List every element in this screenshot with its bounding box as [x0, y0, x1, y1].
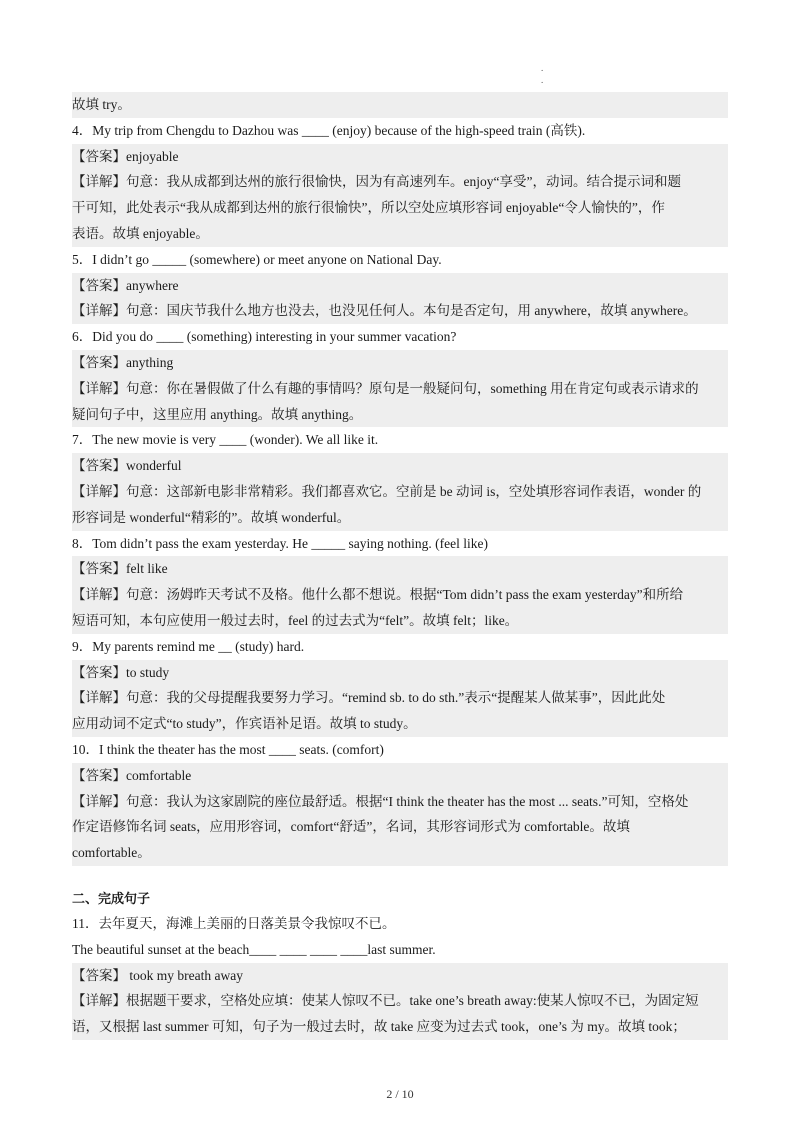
- answer-line: 【详解】句意：这部新电影非常精彩。我们都喜欢它。空前是 be 动词 is，空处填形容词作表语，wonder 的: [72, 479, 728, 505]
- answer-line: 干可知，此处表示“我从成都到达州的旅行很愉快”，所以空处应填形容词 enjoyable“令人愉快的”，作: [72, 195, 728, 221]
- header-dot: .: [541, 75, 544, 85]
- answer-line: comfortable。: [72, 840, 728, 866]
- answer-line: 【答案】 took my breath away: [72, 963, 728, 989]
- page-content: [72, 92, 728, 1040]
- page-number: 2 / 10: [386, 1087, 414, 1101]
- answer-line: 【详解】句意：我从成都到达州的旅行很愉快，因为有高速列车。enjoy“享受”，动词。结合提示词和题: [72, 169, 728, 195]
- answer-line: 故填 try。: [72, 92, 728, 118]
- answer-line: 【答案】wonderful: [72, 453, 728, 479]
- answer-line: 【答案】anything: [72, 350, 728, 376]
- section-title: 二、完成句子: [72, 891, 151, 907]
- question-line: 9．My parents remind me __ (study) hard.: [72, 638, 305, 654]
- answer-line: 【详解】根据题干要求，空格处应填：使某人惊叹不已。take one’s breath away:使某人惊叹不已，为固定短: [72, 988, 728, 1014]
- answer-line: 形容词是 wonderful“精彩的”。故填 wonderful。: [72, 505, 728, 531]
- sentence-completion-block: [72, 911, 728, 1040]
- answer-line: 【详解】句意：汤姆昨天考试不及格。他什么都不想说。根据“Tom didn’t pass the exam yesterday”和所给: [72, 582, 728, 608]
- question-line: 8．Tom didn’t pass the exam yesterday. He _____ saying nothing. (feel like): [72, 535, 488, 551]
- answers-block: [72, 92, 728, 866]
- answer-line: 语，又根据 last summer 可知，句子为一般过去时，故 take 应变为过去式 took，one’s 为 my。故填 took；: [72, 1014, 728, 1040]
- answer-line: 表语。故填 enjoyable。: [72, 221, 728, 247]
- header-marks: [541, 62, 543, 86]
- header-dot: .: [541, 63, 544, 73]
- question-line: 4．My trip from Chengdu to Dazhou was ____ (enjoy) because of the high-speed train (高铁).: [72, 122, 586, 138]
- answer-line: 短语可知，本句应使用一般过去时，feel 的过去式为“felt”。故填 felt；like。: [72, 608, 728, 634]
- answer-line: 应用动词不定式“to study”，作宾语补足语。故填 to study。: [72, 711, 728, 737]
- question-line: 11．去年夏天，海滩上美丽的日落美景令我惊叹不已。: [72, 915, 396, 931]
- question-line: 5．I didn’t go _____ (somewhere) or meet anyone on National Day.: [72, 251, 442, 267]
- answer-line: 【详解】句意：我认为这家剧院的座位最舒适。根据“I think the theater has the most ... seats.”可知，空格处: [72, 789, 728, 815]
- answer-line: 【详解】句意：国庆节我什么地方也没去，也没见任何人。本句是否定句，用 anywhere，故填 anywhere。: [72, 298, 728, 324]
- answer-line: 【详解】句意：你在暑假做了什么有趣的事情吗？原句是一般疑问句，something 用在肯定句或表示请求的: [72, 376, 728, 402]
- question-line: 10．I think the theater has the most ____ seats. (comfort): [72, 741, 384, 757]
- answer-line: 【答案】comfortable: [72, 763, 728, 789]
- question-line: The beautiful sunset at the beach____ ____ ____ ____last summer.: [72, 941, 436, 957]
- question-line: 6．Did you do ____ (something) interesting in your summer vacation?: [72, 329, 457, 345]
- answer-line: 疑问句子中，这里应用 anything。故填 anything。: [72, 402, 728, 428]
- question-line: 7．The new movie is very ____ (wonder). We all like it.: [72, 432, 379, 448]
- answer-line: 【详解】句意：我的父母提醒我要努力学习。“remind sb. to do sth.”表示“提醒某人做某事”，因此此处: [72, 685, 728, 711]
- answer-line: 作定语修饰名词 seats，应用形容词，comfort“舒适”，名词，其形容词形式为 comfortable。故填: [72, 814, 728, 840]
- answer-line: 【答案】felt like: [72, 556, 728, 582]
- answer-line: 【答案】to study: [72, 660, 728, 686]
- answer-line: 【答案】anywhere: [72, 273, 728, 299]
- answer-line: 【答案】enjoyable: [72, 144, 728, 170]
